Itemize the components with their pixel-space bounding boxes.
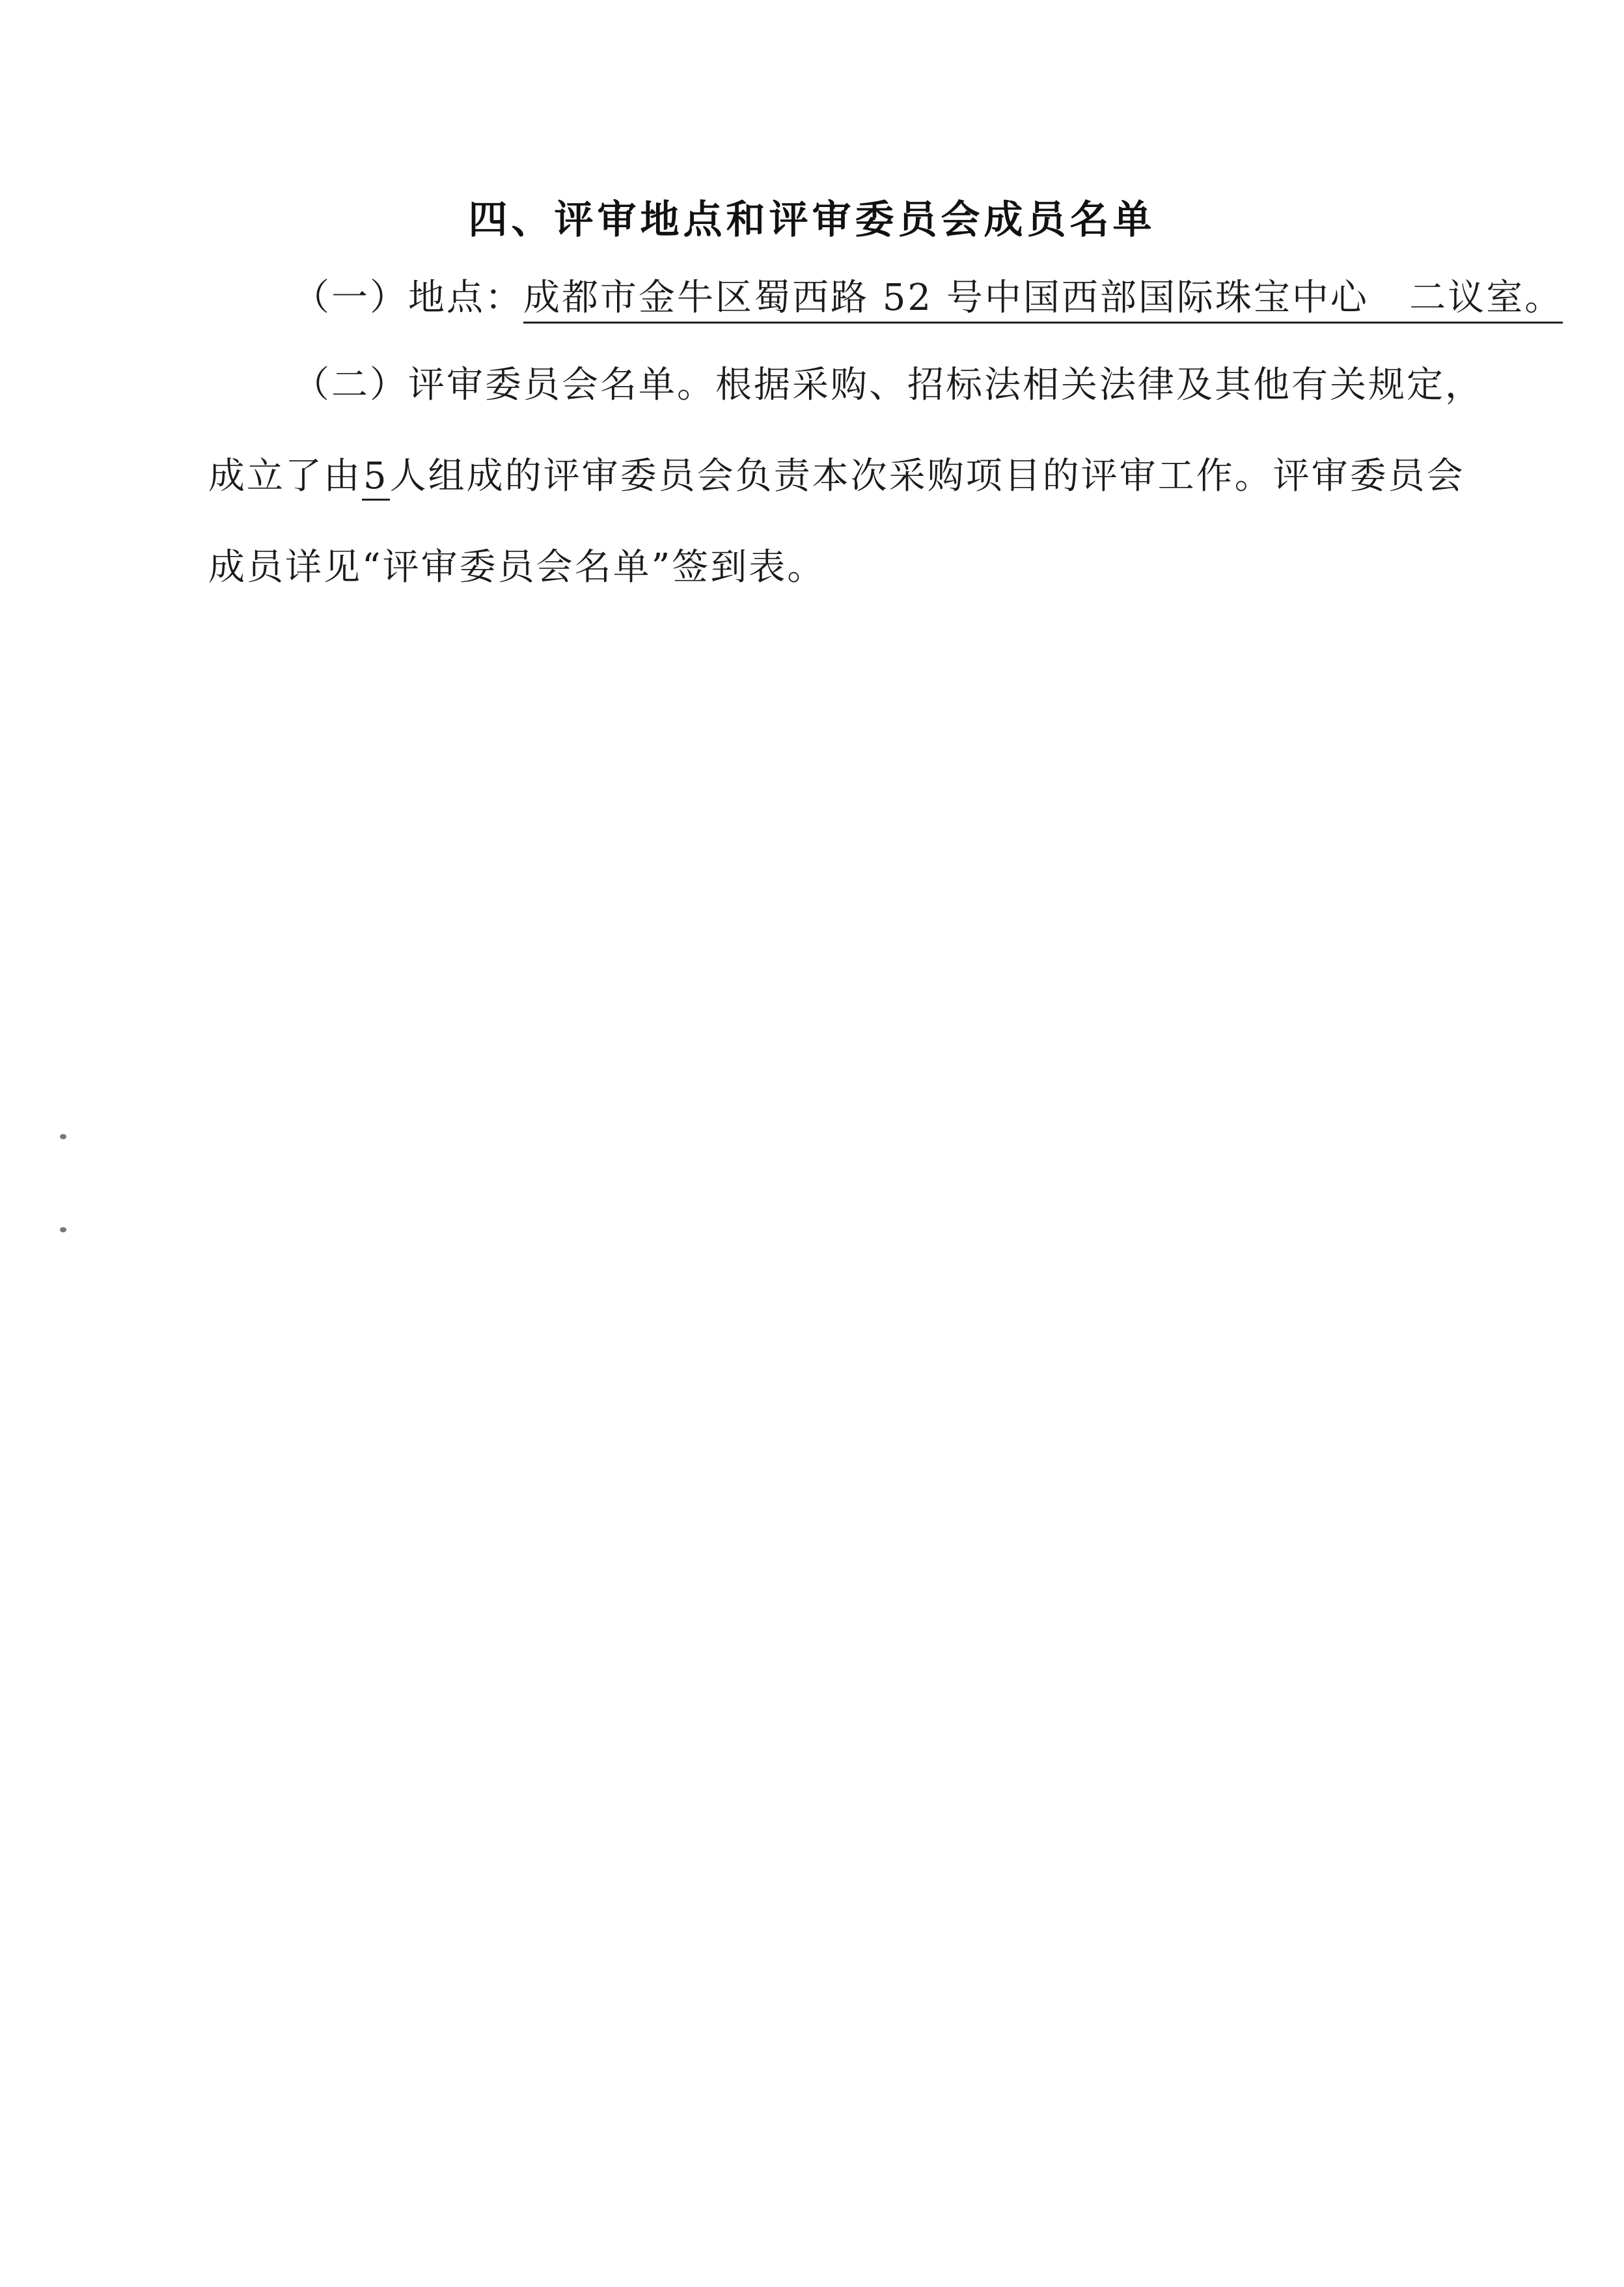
location-prefix: （一）地点： (293, 277, 523, 319)
committee-line-3: 成员详见“评审委员会名单”签到表。 (208, 546, 826, 589)
section-heading: 四、评审地点和评审委员会成员名单 (468, 197, 1156, 243)
location-address (523, 277, 1563, 324)
committee-member-count: 5 (362, 455, 390, 501)
committee-paragraph (208, 340, 1483, 613)
committee-line-1 (208, 340, 1483, 431)
location-address-text: 成都市金牛区蜀西路 52 号中国西部国际珠宝中心 (523, 277, 1369, 319)
location-line (208, 253, 1563, 344)
committee-prefix: （二）评审委员会名单。根据采购、招标法相关法律及其他有关规定， (293, 364, 1483, 406)
scan-speck (60, 1227, 66, 1232)
scan-speck (60, 1134, 66, 1139)
committee-line-2 (208, 431, 1471, 522)
location-room: 二议室。 (1409, 277, 1563, 319)
committee-line2-start: 成立了由 (208, 455, 362, 497)
committee-line2-rest: 人组成的评审委员会负责本次采购项目的评审工作。评审委员会 (389, 455, 1465, 497)
